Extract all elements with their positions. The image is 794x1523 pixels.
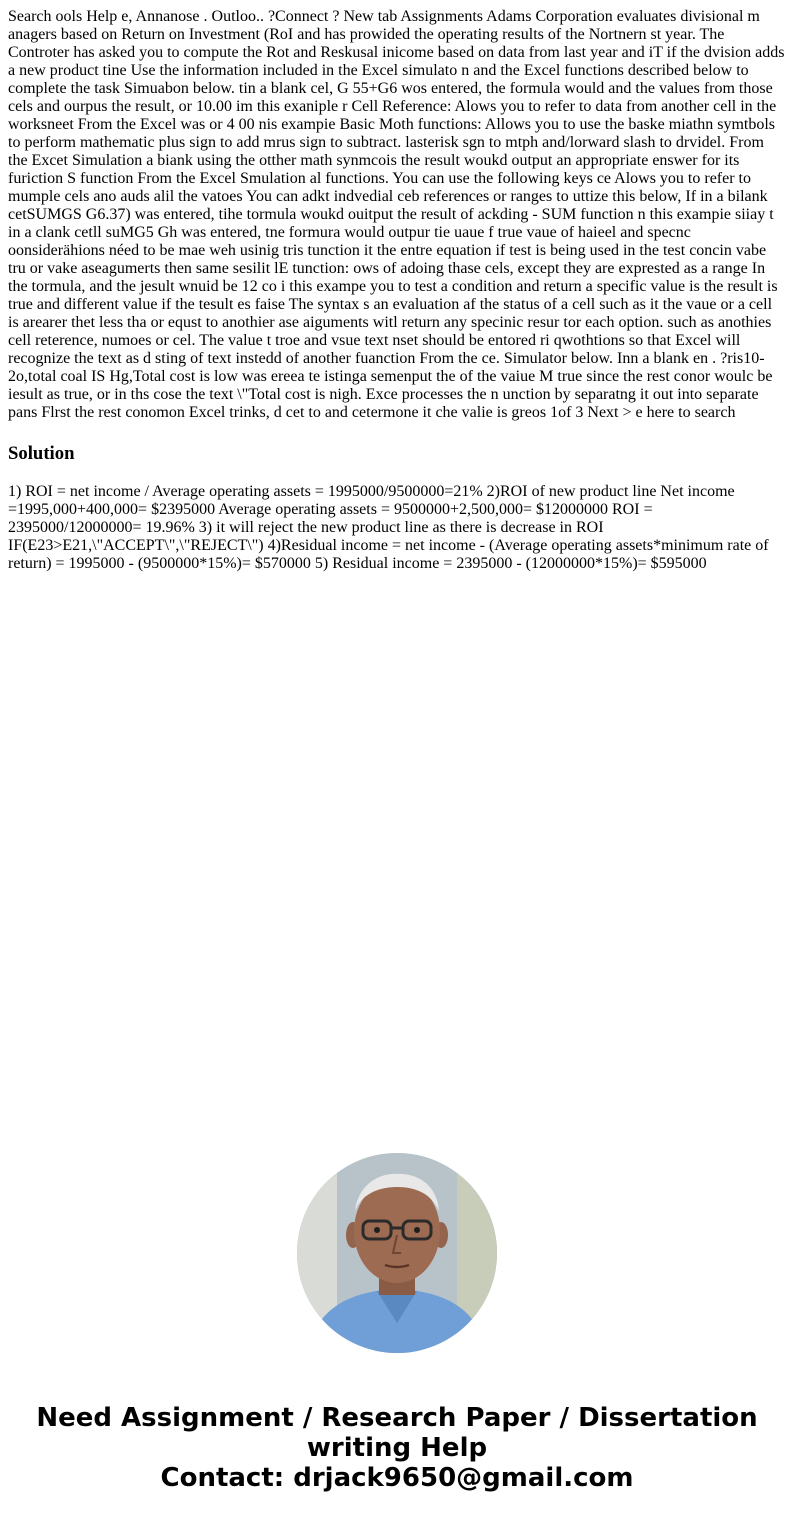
person-photo-icon [297,1153,497,1353]
solution-heading: Solution [8,443,75,464]
author-avatar [297,1153,497,1353]
footer-contact-email: Contact: drjack9650@gmail.com [160,1463,634,1493]
footer-line-2: writing Help [306,1433,488,1463]
contact-footer [0,1403,794,1493]
page-content [8,8,786,573]
footer-line-1: Need Assignment / Research Paper / Dissertation [36,1403,758,1433]
question-text: Search ools Help e, Annanose . Outloo.. ?Connect ? New tab Assignments Adams Corporation evaluates divisional m anagers based on Return on Investment (RoI and has prowided the operating results of the Nortnern st year. The Controter has asked you to compute the Rot and Reskusal inicome based on data from last year and iT if the dvision adds a new product tine Use the information included in the Excel simulato n and the Excel functions described below to complete the task Simuabon below. tin a blank cel, G 55+G6 wos entered, the formula would and the values from those cels and ourpus the result, or 10.00 im this exaniple r Cell Reference: Alows you to refer to data from another cell in the worksneet From the Excel was or 4 00 nis exampie Basic Moth functions: Allows you to use the baske miathn symtbols to perform mathematic plus sign to add mrus sign to subtract. lasterisk sgn to mtph and/lorward slash to drvidel. From the Excet Simulation a biank using the otther math synmcois the result woukd output an appropriate enswer for its furiction S function From the Excel Smulation al functions. You can use the following keys ce Alows you to refer to mumple cels ano auds alil the vatoes You can adkt indvedial ceb references or ranges to uttize this below, If in a bilank cetSUMGS G6.37) was entered, tihe tormula woukd ouitput the result of ackding - SUM function n this exampie siiay t in a clank cetll suMG5 Gh was entered, tne formura would outpur tie uaue f true vaue of haieel and specnc oonsiderähions néed to be mae weh usinig tris tunction it the entre equation if test is being used in the test concin vabe tru or vake aseagumerts then same sesilit lE tunction: ows of adoing thase cels, except they are exprested as a range In the tormula, and the jesult wnuid be 12 co i this exampe you to test a condition and return a specific value is the result is true and different value if the tesult es faise The syntax s an evaluation af the status of a cell such as it the vaue or a cell is arearer thet less tha or equst to anothier ase aiguments witl return any specinic resur tor each option. such as anothies cell reterence, numoes or cel. The value t troe and vsue text nset should be entored ri qwothtions so that Excel will recognize the text as d sting of text instedd of another fuanction From the ce. Simulator below. Inn a blank en . ?ris10-2o,total coal IS Hg,Total cost is low was ereea te istinga semenput the of the vaiue M true since the rest conor woulc be iesult as true, or in ths cose the text \"Total cost is nigh. Exce processes the n unction by separatng it out into separate pans Flrst the rest conomon Excel trinks, d cet to and cetermone it che valie is greos 1of 3 Next > e here to search [8,8,785,421]
solution-text: 1) ROI = net income / Average operating assets = 1995000/9500000=21% 2)ROI of new product line Net income =1995,000+400,000= $2395000 Average operating assets = 9500000+2,500,000= $12000000 ROI = 2395000/12000000= 19.96% 3) it will reject the new product line as there is decrease in ROI IF(E23>E21,\"ACCEPT\",\"REJECT\") 4)Residual income = net income - (Average operating assets*minimum rate of return) = 1995000 - (9500000*15%)= $570000 5) Residual income = 2395000 - (12000000*15%)= $595000 [8,483,769,572]
